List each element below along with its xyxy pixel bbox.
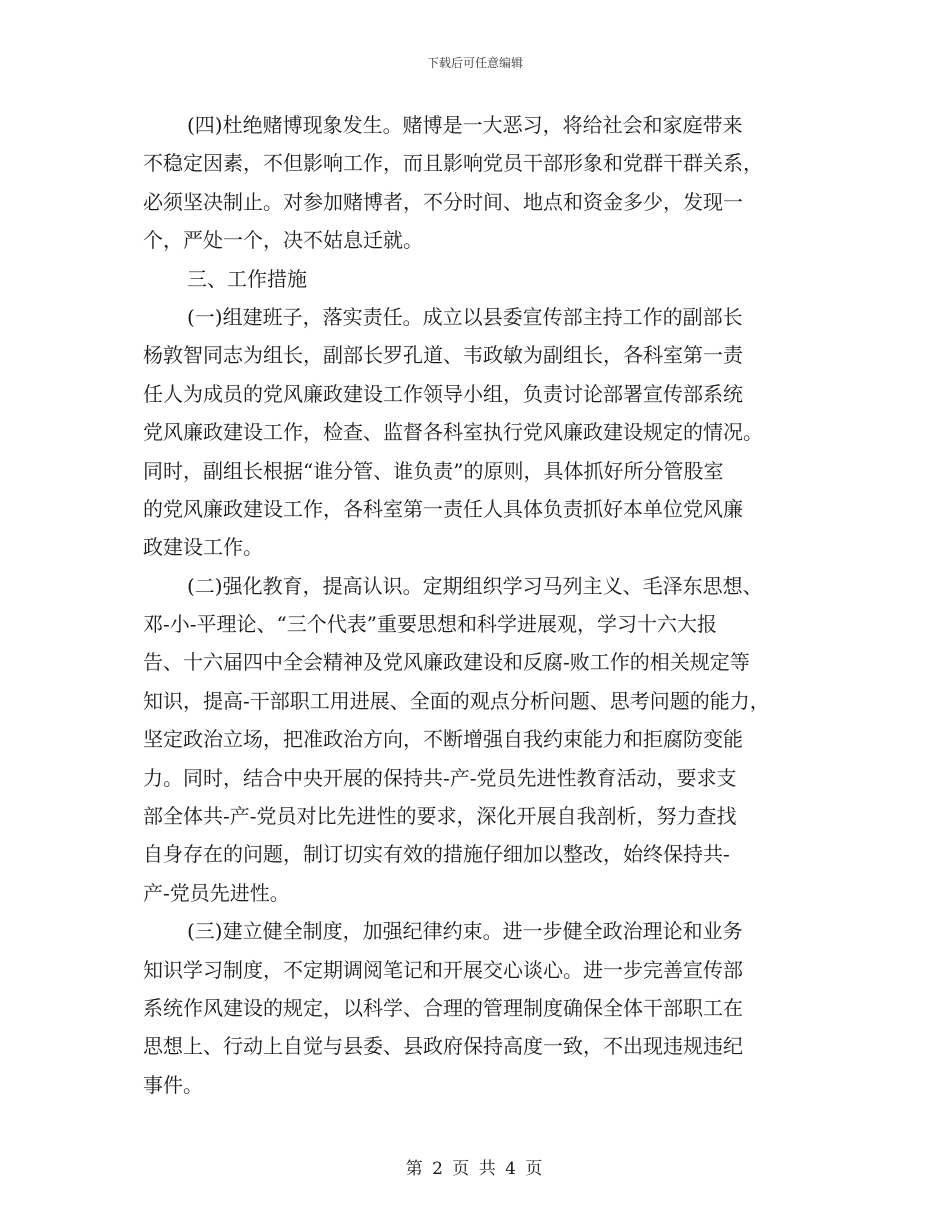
paragraph-line: 思想上、行动上自觉与县委、县政府保持高度一致，不出现违规违纪 (143, 1034, 743, 1059)
paragraph-line: 产-党员先进性。 (143, 880, 290, 905)
paragraph-line: (二)强化教育，提高认识。定期组织学习马列主义、毛泽东思想、 (187, 573, 763, 598)
paragraph-line: 事件。 (143, 1072, 203, 1097)
paragraph-line: 个，严处一个，决不姑息迁就。 (143, 228, 423, 253)
paragraph-line: (一)组建班子，落实责任。成立以县委宣传部主持工作的副部长 (187, 304, 743, 329)
paragraph-line: 同时，副组长根据“谁分管、谁负责”的原则，具体抓好所分管股室 (143, 458, 724, 483)
document-body (143, 106, 815, 1104)
paragraph-line: 告、十六届四中全会精神及党风廉政建设和反腐-败工作的相关规定等 (143, 650, 750, 675)
paragraph-line: 部全体共-产-党员对比先进性的要求，深化开展自我剖析，努力查找 (143, 804, 737, 829)
section-heading: 三、工作措施 (187, 266, 307, 291)
page-header: 下载后可任意编辑 (426, 56, 523, 70)
paragraph-line: 政建设工作。 (143, 535, 263, 560)
paragraph-line: 的党风廉政建设工作，各科室第一责任人具体负责抓好本单位党风廉 (143, 496, 743, 521)
paragraph-line: 杨敦智同志为组长，副部长罗孔道、韦政敏为副组长，各科室第一责 (143, 343, 743, 368)
paragraph-line: 必须坚决制止。对参加赌博者，不分时间、地点和资金多少，发现一 (143, 189, 743, 214)
paragraph-line: 邓-小-平理论、“三个代表”重要思想和科学进展观，学习十六大报 (143, 612, 717, 637)
paragraph-line: 力。同时，结合中央开展的保持共-产-党员先进性教育活动，要求支 (143, 765, 737, 790)
paragraph-line: 任人为成员的党风廉政建设工作领导小组，负责讨论部署宣传部系统 (143, 381, 743, 406)
paragraph-line: 党风廉政建设工作，检查、监督各科室执行党风廉政建设规定的情况。 (143, 420, 763, 445)
paragraph-line: 知识，提高-干部职工用进展、全面的观点分析问题、思考问题的能力， (143, 688, 770, 713)
paragraph-line: (四)杜绝赌博现象发生。赌博是一大恶习，将给社会和家庭带来 (187, 113, 743, 137)
paragraph-line: (三)建立健全制度，加强纪律约束。进一步健全政治理论和业务 (187, 919, 743, 944)
paragraph-line: 不稳定因素，不但影响工作，而且影响党员干部形象和党群干群关系， (143, 151, 763, 176)
paragraph-line: 知识学习制度，不定期调阅笔记和开展交心谈心。进一步完善宣传部 (143, 957, 743, 982)
paragraph-line: 系统作风建设的规定，以科学、合理的管理制度确保全体干部职工在 (143, 995, 743, 1020)
page-footer: 第 2 页 共 4 页 (405, 1159, 545, 1179)
paragraph-line: 坚定政治立场，把准政治方向，不断增强自我约束能力和拒腐防变能 (143, 727, 743, 752)
paragraph-line: 自身存在的问题，制订切实有效的措施仔细加以整改，始终保持共- (143, 842, 730, 867)
